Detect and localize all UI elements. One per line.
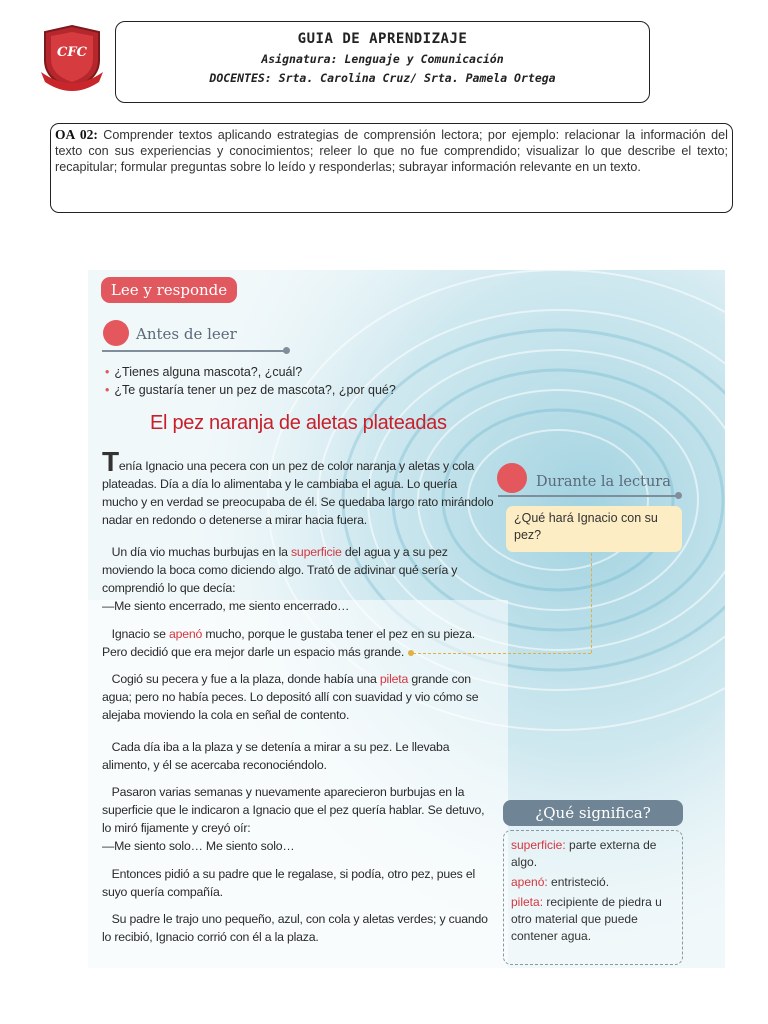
divider-dot xyxy=(675,492,682,499)
objective-code: OA 02: xyxy=(55,127,98,142)
logo-text: CFC xyxy=(57,45,87,60)
glossary-word: pileta xyxy=(379,672,409,686)
connector-line xyxy=(413,653,591,654)
connector-line xyxy=(591,553,592,653)
divider-dot xyxy=(283,347,290,354)
read-and-answer-badge: Lee y responde xyxy=(101,277,237,303)
glossary-word: apenó xyxy=(168,627,203,641)
story-paragraph: Cogió su pecera y fue a la plaza, donde había una pileta grande con agua; pero no había peces. Lo depositó allí con suavidad y vio cómo se alejaba moviendo la cola en señal de contento. xyxy=(102,672,479,722)
divider xyxy=(102,350,286,352)
school-logo xyxy=(37,24,107,92)
guide-teachers: DOCENTES: Srta. Carolina Cruz/ Srta. Pamela Ortega xyxy=(209,71,556,85)
story-paragraph: Entonces pidió a su padre que le regalase, si podía, otro pez, pues el suyo quería compañía. xyxy=(102,867,476,899)
story-paragraph: Un día vio muchas burbujas en la superficie del agua y a su pez moviendo la boca como diciendo algo. Trató de adivinar qué sería y comprendió lo que decía: —Me siento encerrado, me siento encerrado… xyxy=(102,545,458,613)
glossary-entry: superficie: parte externa de algo. xyxy=(511,838,657,869)
face-icon xyxy=(497,463,527,493)
glossary-box xyxy=(503,830,683,965)
glossary-entry: apenó: entristeció. xyxy=(511,875,610,889)
objective-text: Comprender textos aplicando estrategias de comprensión lectora; por ejemplo: relacionar la información del texto con sus experiencias y conocimientos; releer lo que no fue comprendido; visualizar lo que describe el texto; recapitular; formular preguntas sobre lo leído y responderlas; subrayar información relevante en un texto. xyxy=(55,128,728,174)
glossary-word: superficie xyxy=(290,545,342,559)
divider xyxy=(498,495,678,497)
before-question: • ¿Tienes alguna mascota?, ¿cuál? xyxy=(105,365,303,379)
guide-subject: Asignatura: Lenguaje y Comunicación xyxy=(261,52,504,66)
connector-dot xyxy=(408,650,414,656)
face-icon xyxy=(103,320,129,346)
story-paragraph: Su padre le trajo uno pequeño, azul, con cola y aletas verdes; y cuando lo recibió, Ignacio corrió con él a la plaza. xyxy=(102,912,488,944)
learning-objective xyxy=(50,123,733,213)
during-reading-question: ¿Qué hará Ignacio con su pez? xyxy=(506,506,682,552)
story-paragraph: Tenía Ignacio una pecera con un pez de color naranja y aletas y cola plateadas. Día a día lo alimentaba y le cambiaba el agua. Lo quería mucho y en verdad se preocupaba de él. Se quedaba largo rato mirándolo nadar en redondo o detenerse a mirar hacia fuera. xyxy=(102,446,494,527)
guide-title: GUIA DE APRENDIZAJE xyxy=(297,31,468,47)
before-question: • ¿Te gustaría tener un pez de mascota?, ¿por qué? xyxy=(105,383,396,397)
drop-cap: T xyxy=(102,446,119,477)
story-paragraph: Pasaron varias semanas y nuevamente aparecieron burbujas en la superficie que le indicaron a Ignacio que el pez quería hablar. Se detuvo, lo miró fijamente y creyó oír: —Me siento solo… Me siento solo… xyxy=(102,785,485,853)
before-reading-heading: Antes de leer xyxy=(136,325,237,343)
story-paragraph: Ignacio se apenó mucho, porque le gustaba tener el pez en su pieza. Pero decidió que era mejor darle un espacio más grande. xyxy=(102,627,475,659)
textbook-page xyxy=(88,270,725,968)
glossary-entry: pileta: recipiente de piedra u otro material que puede contener agua. xyxy=(511,895,662,943)
glossary-heading: ¿Qué significa? xyxy=(503,800,683,826)
during-reading-heading: Durante la lectura xyxy=(536,474,671,490)
story-title: El pez naranja de aletas plateadas xyxy=(150,412,447,434)
story-paragraph: Cada día iba a la plaza y se detenía a mirar a su pez. Le llevaba alimento, y él se acercaba reconociéndolo. xyxy=(102,740,450,772)
guide-header xyxy=(115,21,650,103)
